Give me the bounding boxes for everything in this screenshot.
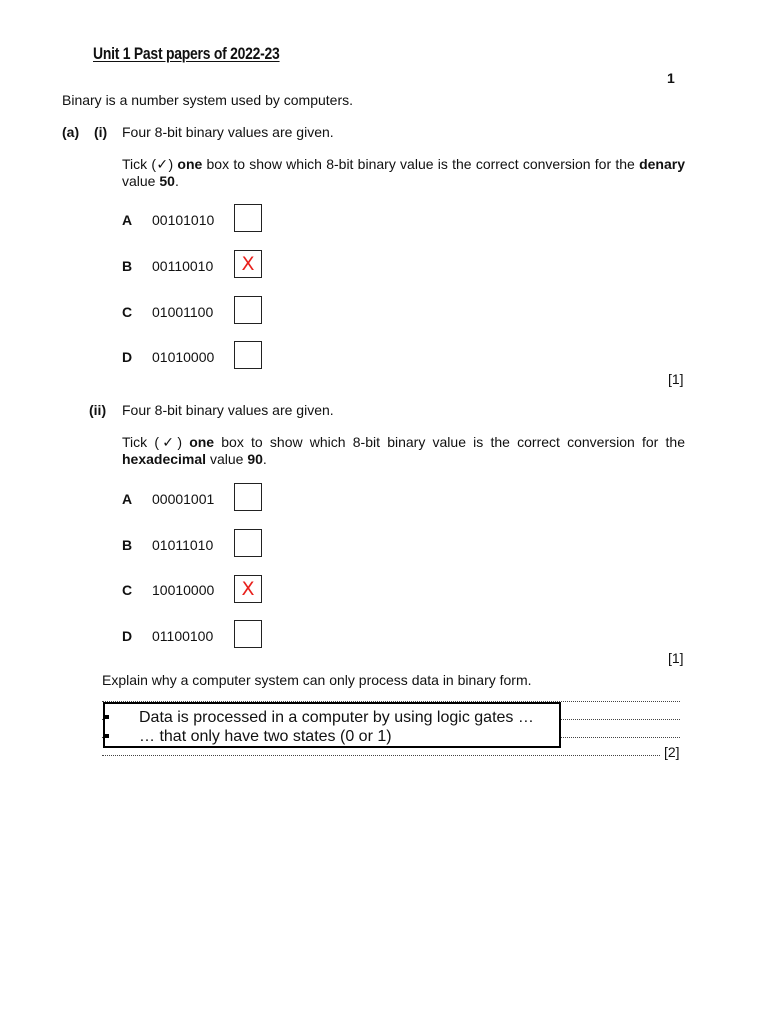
answer-text: Data is processed in a computer by using logic gates …	[139, 709, 534, 726]
marks-label: [2]	[664, 744, 680, 760]
option-checkbox[interactable]	[234, 341, 262, 369]
explain-question: Explain why a computer system can only process data in binary form.	[102, 672, 532, 688]
part-ii-stem: Four 8-bit binary values are given.	[122, 402, 334, 418]
option-value: 01010000	[152, 349, 215, 365]
bullet-icon	[105, 734, 109, 738]
option-checkbox[interactable]	[234, 250, 262, 278]
answer-box	[103, 702, 561, 748]
option-checkbox[interactable]	[234, 620, 262, 648]
option-letter: C	[122, 304, 133, 320]
option-letter: A	[122, 491, 133, 507]
option-value: 00101010	[152, 212, 215, 228]
marks-label: [1]	[668, 371, 684, 387]
option-checkbox[interactable]	[234, 483, 262, 511]
option-letter: D	[122, 628, 133, 644]
cross-mark: X	[241, 577, 255, 600]
marks-label: [1]	[668, 650, 684, 666]
part-a-label: (a)	[62, 124, 80, 140]
option-checkbox[interactable]	[234, 529, 262, 557]
part-i-instruction: Tick (✓) one box to show which 8-bit binary value is the correct conversion for the denary value 50.	[122, 156, 685, 189]
option-checkbox[interactable]	[234, 296, 262, 324]
option-letter: B	[122, 258, 133, 274]
answer-text: … that only have two states (0 or 1)	[139, 728, 392, 745]
option-checkbox[interactable]	[234, 204, 262, 232]
part-i-label: (i)	[94, 124, 108, 140]
bullet-icon	[105, 715, 109, 719]
option-letter: D	[122, 349, 133, 365]
answer-item	[105, 708, 559, 727]
option-value: 01100100	[152, 628, 214, 644]
page-title: Unit 1 Past papers of 2022-23	[93, 44, 280, 63]
question-number: 1	[667, 70, 675, 86]
option-checkbox[interactable]	[234, 575, 262, 603]
option-letter: A	[122, 212, 133, 228]
answer-item	[105, 727, 559, 746]
option-value: 00001001	[152, 491, 215, 507]
part-ii-instruction: Tick (✓) one box to show which 8-bit binary value is the correct conversion for the hexadecimal value 90.	[122, 434, 685, 467]
part-ii-label: (ii)	[89, 402, 107, 418]
cross-mark: X	[241, 252, 255, 275]
option-letter: C	[122, 582, 133, 598]
option-value: 10010000	[152, 582, 215, 598]
option-value: 00110010	[152, 258, 214, 274]
option-value: 01011010	[152, 537, 214, 553]
part-i-stem: Four 8-bit binary values are given.	[122, 124, 334, 140]
option-value: 01001100	[152, 304, 214, 320]
answer-line	[102, 755, 660, 756]
intro-text: Binary is a number system used by computers.	[62, 92, 354, 108]
option-letter: B	[122, 537, 133, 553]
